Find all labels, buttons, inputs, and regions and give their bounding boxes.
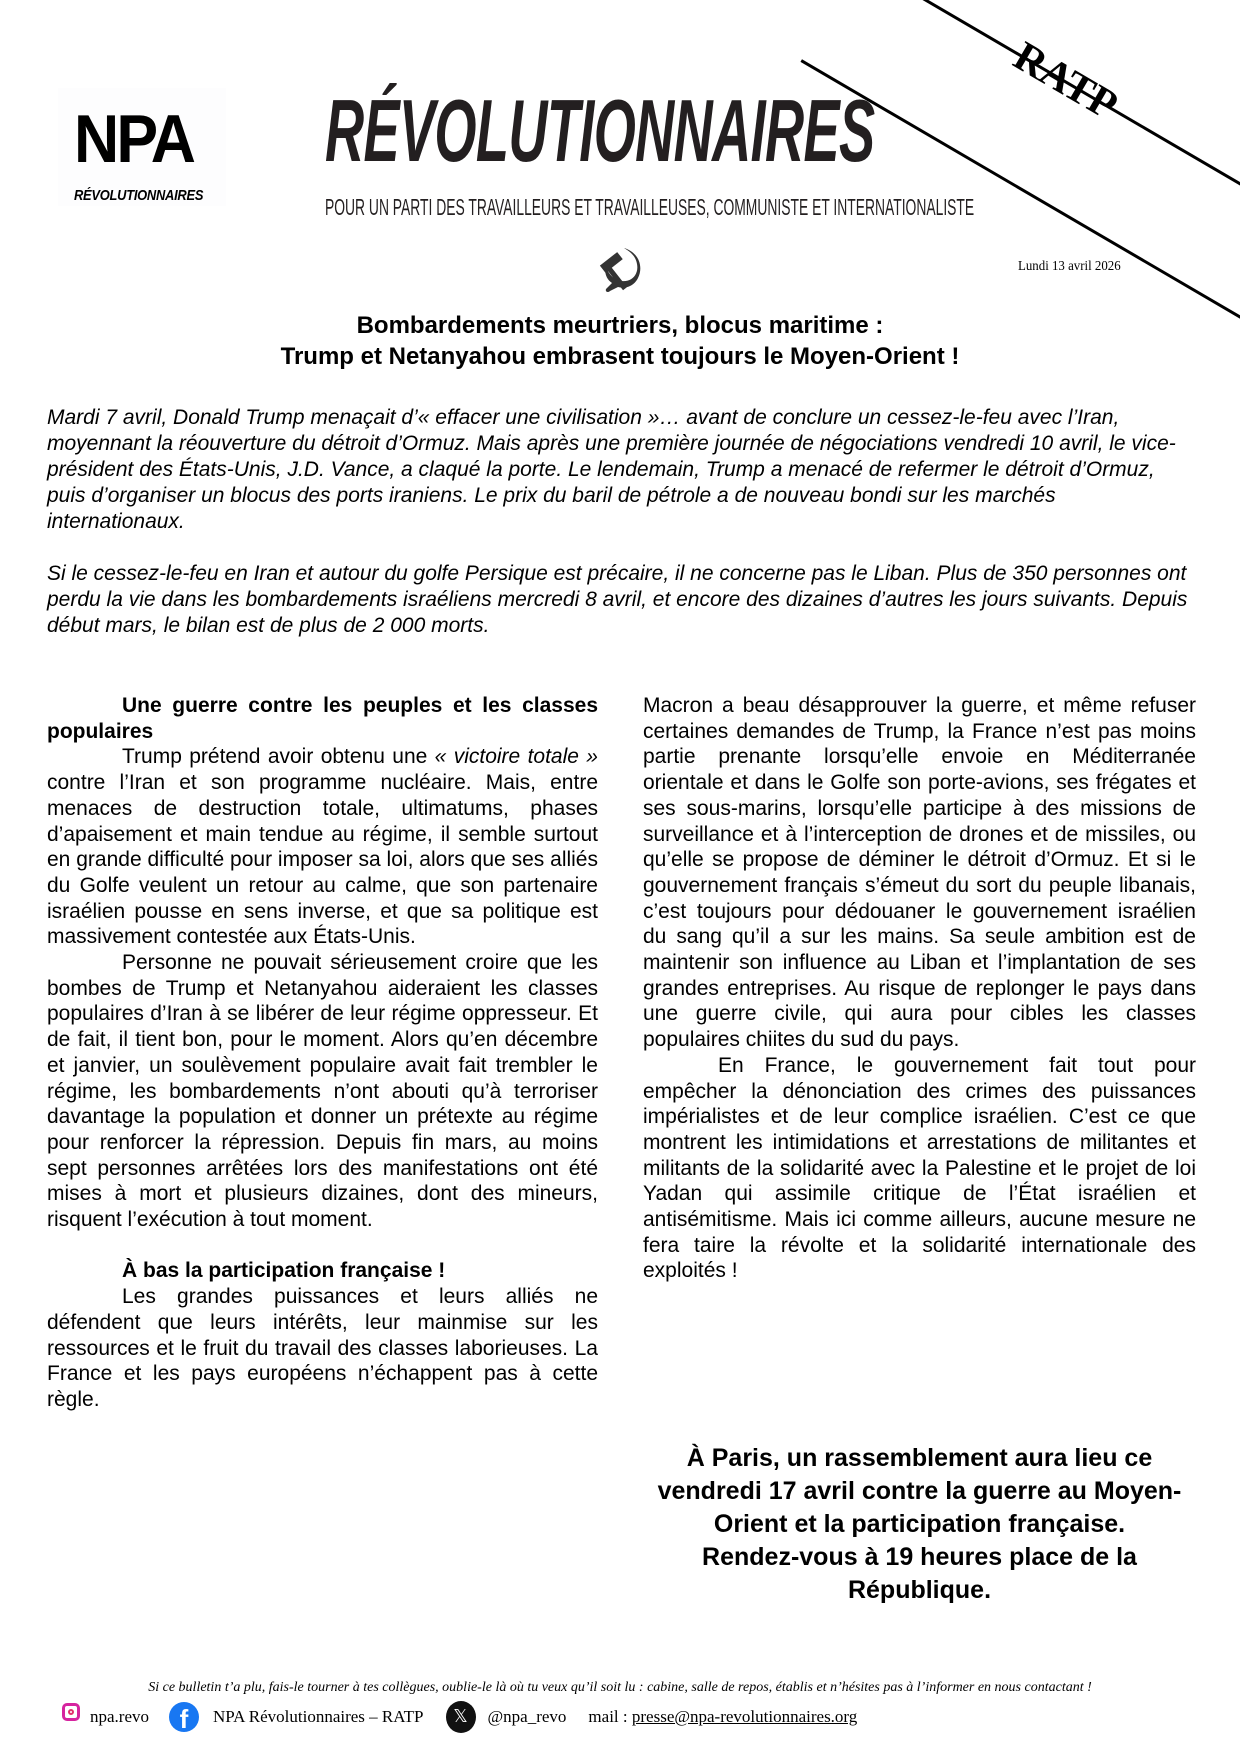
paragraph-text: contre l’Iran et son programme nucléaire. Mais, entre menaces de destruction totale, ultimatums, phases d’apaisement et main tendue au régime, il semble surtout en grande difficulté pour imposer sa loi, alors que ses alliés du Golfe veulent un retour au calme, que son partenaire israélien pousse en sens inverse, et que sa politique est massivement contestée aux États-Unis.	[47, 771, 598, 949]
npa-logo-main: NPA	[74, 101, 194, 177]
npa-logo-sub: RÉVOLUTIONNAIRES	[74, 187, 204, 204]
body-paragraph: Les grandes puissances et leurs alliés ne défendent que leurs intérêts, leur mainmise sur les ressources et le fruit du travail des classes laborieuses. La France et les pays européens n’échappent pas à cette règle.	[47, 1285, 598, 1411]
body-paragraph: En France, le gouvernement fait tout pour empêcher la dénonciation des crimes des puissances impérialistes et de leur complice israélien. C’est ce que montrent les intimidations et arrestations de militantes et militants de la solidarité avec la Palestine et le projet de loi Yadan qui assimile critique de l’État israélien et antisémitisme. Mais ici comme ailleurs, aucune mesure ne fera taire la révolte et la solidarité internationale des exploités !	[643, 1053, 1196, 1283]
instagram-handle: npa.revo	[90, 1707, 150, 1726]
left-column	[47, 693, 598, 1413]
instagram-link[interactable]	[62, 1707, 149, 1727]
x-handle: @npa_revo	[487, 1707, 567, 1726]
quoted-text: « victoire totale »	[434, 745, 598, 769]
article-intro	[47, 405, 1197, 665]
hammer-and-sickle-icon	[594, 244, 648, 298]
facebook-page: NPA Révolutionnaires – RATP	[213, 1707, 424, 1726]
masthead-subtitle: POUR UN PARTI DES TRAVAILLEURS ET TRAVAILLEUSES, COMMUNISTE ET INTERNATIONALISTE	[325, 194, 975, 220]
section-heading: Une guerre contre les peuples et les classes populaires	[47, 694, 598, 743]
body-paragraph	[47, 744, 598, 950]
headline-line-2: Trump et Netanyahou embrasent toujours le Moyen-Orient !	[280, 343, 960, 370]
spacer	[47, 1233, 598, 1259]
section-heading: À bas la participation française !	[122, 1259, 446, 1283]
footer-contacts	[62, 1701, 857, 1733]
right-column	[643, 693, 1196, 1284]
instagram-icon	[62, 1703, 80, 1721]
article-headline	[0, 310, 1240, 372]
x-icon: 𝕏	[446, 1701, 476, 1733]
issue-date: Lundi 13 avril 2026	[1018, 259, 1121, 274]
x-link[interactable]	[446, 1701, 567, 1733]
npa-logo	[58, 88, 226, 206]
body-paragraph: Personne ne pouvait sérieusement croire que les bombes de Trump et Netanyahou aideraient les classes populaires d’Iran à se libérer de leur régime oppresseur. Et de fait, il tient bon, pour le moment. Alors qu’en décembre et janvier, un soulèvement populaire avait fait trembler le régime, les bombardements n’ont abouti qu’à terroriser davantage la population et donner un prétexte au régime pour renforcer la répression. Depuis fin mars, au moins sept personnes arrêtées lors des manifestations ont été mises à mort et plusieurs dizaines, dont des mineurs, risquent l’exécution à tout moment.	[47, 951, 598, 1232]
footer-note: Si ce bulletin t’a plu, fais-le tourner à tes collègues, oublie-le là où tu veux qu’il soit lu : cabine, salle de repos, établis et n’hésites pas à l’informer en nous contactant !	[148, 1680, 1092, 1695]
ratp-label: RATP	[1005, 33, 1126, 130]
paragraph-text: Trump prétend avoir obtenu une	[122, 745, 435, 769]
headline-line-1: Bombardements meurtriers, blocus maritime :	[356, 312, 884, 339]
facebook-link[interactable]	[169, 1702, 423, 1732]
mail-prefix: mail :	[588, 1707, 632, 1726]
rally-callout	[643, 1442, 1196, 1607]
callout-line-1: À Paris, un rassemblement aura lieu ce vendredi 17 avril contre la guerre au Moyen-Orient et la participation française.	[657, 1444, 1182, 1538]
callout-line-2: Rendez-vous à 19 heures place de la République.	[702, 1543, 1137, 1604]
mail-link[interactable]: presse@npa-revolutionnaires.org	[631, 1707, 858, 1726]
masthead-title: RÉVOLUTIONNAIRES	[325, 81, 875, 180]
facebook-icon: f	[169, 1702, 199, 1732]
intro-paragraph: Si le cessez-le-feu en Iran et autour du golfe Persique est précaire, il ne concerne pas le Liban. Plus de 350 personnes ont perdu la vie dans les bombardements israéliens mercredi 8 avril, et encore des dizaines d’autres les jours suivants. Depuis début mars, le bilan est de plus de 2 000 morts.	[47, 562, 1188, 637]
body-paragraph: Macron a beau désapprouver la guerre, et même refuser certaines demandes de Trump, la France n’est pas moins partie prenante lorsqu’elle envoie en Méditerranée orientale et dans le Golfe son porte-avions, ses frégates et ses sous-marins, lorsqu’elle participe à des missions de surveillance et à l’interception de drones et de missiles, ou qu’elle se propose de déminer le détroit d’Ormuz. Et si le gouvernement français s’émeut du sort du peuple libanais, c’est toujours pour dédouaner le gouvernement israélien du sang qu’il a sur les mains. Sa seule ambition est de maintenir son influence au Liban et l’implantation de ses grandes entreprises. Au risque de replonger le pays dans une guerre civile, qui aura pour cibles les classes populaires chiites du sud du pays.	[643, 694, 1196, 1052]
intro-paragraph: Mardi 7 avril, Donald Trump menaçait d’« effacer une civilisation »… avant de conclure un cessez-le-feu avec l’Iran, moyennant la réouverture du détroit d’Ormuz. Mais après une première journée de négociations vendredi 10 avril, le vice-président des États-Unis, J.D. Vance, a claqué la porte. Le lendemain, Trump a menacé de refermer le détroit d’Ormuz, puis d’organiser un blocus des ports iraniens. Le prix du baril de pétrole a de nouveau bondi sur les marchés internationaux.	[47, 406, 1176, 533]
mail-contact	[588, 1707, 857, 1727]
